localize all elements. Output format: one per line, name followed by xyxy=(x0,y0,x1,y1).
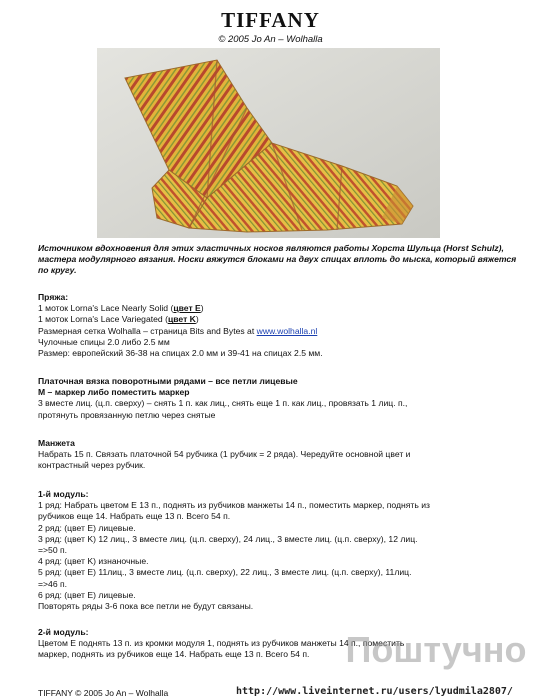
page-footer: TIFFANY © 2005 Jo An – Wolhalla xyxy=(38,688,169,698)
watermark-url: http://www.liveinternet.ru/users/lyudmila2807/ xyxy=(236,686,513,697)
watermark-logo-text: Поштучно xyxy=(345,629,527,670)
module2-line: Цветом E поднять 13 п. из кромки модуля 1, поднять из рубчиков манжеты 14 п., поместить xyxy=(38,638,405,649)
intro-paragraph: Источником вдохновения для этих эластичных носков являются работы Хорста Шульца (Horst Schulz), мастера модулярного вязания. Носки вяжутся блоками на двух спицах вплоть до мыска, который вяжется по кругу. xyxy=(38,243,519,276)
module1-section xyxy=(38,489,518,612)
wolhalla-link[interactable]: www.wolhalla.nl xyxy=(256,325,318,336)
module1-line: =>50 п. xyxy=(38,545,68,556)
page-title: TIFFANY xyxy=(221,8,320,32)
module1-line: 2 ряд: (цвет E) лицевые. xyxy=(38,522,136,533)
cuff-heading: Манжета xyxy=(38,438,75,448)
technique-line-1: 3 вместе лиц. (ц.п. сверху) – снять 1 п. как лиц., снять еще 1 п. как лиц., провязать 1 лиц. п., xyxy=(38,398,408,409)
cuff-line-2: контрастный через рубчик. xyxy=(38,460,146,471)
module1-line: рубчиков еще 14. Набрать еще 13 п. Всего 54 п. xyxy=(38,511,231,522)
sock-photo xyxy=(97,48,440,238)
yarn-line-5: Размер: европейский 36-38 на спицах 2.0 мм и 39-41 на спицах 2.5 мм. xyxy=(38,348,323,359)
module2-line: маркер, поднять из рубчиков еще 14. Набрать еще 13 п. Всего 54 п. xyxy=(38,649,310,660)
module1-line: Повторять ряды 3-6 пока все петли не будут связаны. xyxy=(38,601,254,612)
module2-heading: 2-й модуль: xyxy=(38,627,89,637)
module1-line: =>46 п. xyxy=(38,578,68,589)
yarn-line-2: 1 моток Lorna's Lace Variegated (цвет K) xyxy=(38,314,199,325)
cuff-section xyxy=(38,438,518,472)
watermark-logo xyxy=(336,626,536,676)
module1-line: 4 ряд: (цвет K) изнаночные. xyxy=(38,556,149,567)
yarn-section xyxy=(38,292,518,359)
yarn-line-1: 1 моток Lorna's Lace Nearly Solid (цвет E) xyxy=(38,303,204,314)
technique-heading: Платочная вязка поворотными рядами – все петли лицевые xyxy=(38,376,298,386)
marker-note: M – маркер либо поместить маркер xyxy=(38,387,190,398)
copyright-line: © 2005 Jo An – Wolhalla xyxy=(218,34,323,45)
yarn-line-3: Размерная сетка Wolhalla – страница Bits and Bytes at www.wolhalla.nl xyxy=(38,325,318,336)
technique-section xyxy=(38,376,518,421)
technique-line-2: протянуть провязанную петлю через снятые xyxy=(38,409,216,420)
module1-line: 1 ряд: Набрать цветом E 13 п., поднять из рубчиков манжеты 14 п., поместить маркер, поднять из xyxy=(38,500,430,511)
module1-line: 6 ряд: (цвет E) лицевые. xyxy=(38,589,136,600)
yarn-heading: Пряжа: xyxy=(38,292,69,302)
cuff-line-1: Набрать 15 п. Связать платочной 54 рубчика (1 рубчик = 2 ряда). Чередуйте основной цвет и xyxy=(38,449,411,460)
module1-line: 5 ряд: (цвет E) 11лиц., 3 вместе лиц. (ц.п. сверху), 22 лиц., 3 вместе лиц. (ц.п. сверху), 11лиц. xyxy=(38,567,412,578)
yarn-line-4: Чулочные спицы 2.0 либо 2.5 мм xyxy=(38,336,170,347)
module1-line: 3 ряд: (цвет K) 12 лиц., 3 вместе лиц. (ц.п. сверху), 24 лиц., 3 вместе лиц. (ц.п. сверху), 12 лиц. xyxy=(38,533,418,544)
module1-heading: 1-й модуль: xyxy=(38,489,89,499)
knitted-sock-illustration xyxy=(97,48,440,238)
